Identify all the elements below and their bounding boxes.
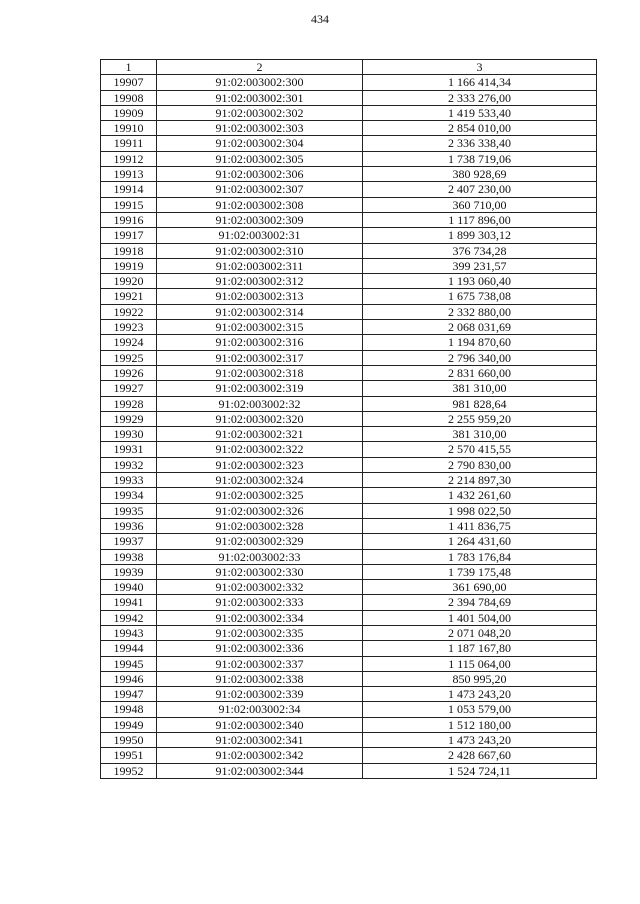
- cadastral-number-cell: 91:02:003002:304: [157, 136, 363, 151]
- cadastral-number-cell: 91:02:003002:307: [157, 182, 363, 197]
- cadastral-number-cell: 91:02:003002:318: [157, 365, 363, 380]
- cadastral-number-cell: 91:02:003002:337: [157, 656, 363, 671]
- table-row: [101, 121, 597, 136]
- row-number-cell: 19915: [101, 197, 157, 212]
- row-number-cell: 19932: [101, 457, 157, 472]
- cadastral-number-cell: 91:02:003002:315: [157, 320, 363, 335]
- cadastral-value-cell: 1 194 870,60: [363, 335, 597, 350]
- cadastral-value-cell: 2 428 667,60: [363, 748, 597, 763]
- table-row: [101, 427, 597, 442]
- cadastral-value-cell: 1 419 533,40: [363, 105, 597, 120]
- table-row: [101, 289, 597, 304]
- table-row: [101, 580, 597, 595]
- cadastral-number-cell: 91:02:003002:32: [157, 396, 363, 411]
- row-number-cell: 19909: [101, 105, 157, 120]
- cadastral-value-cell: 1 473 243,20: [363, 733, 597, 748]
- cadastral-number-cell: 91:02:003002:31: [157, 228, 363, 243]
- table-row: [101, 534, 597, 549]
- table-row: [101, 320, 597, 335]
- table-row: [101, 90, 597, 105]
- table-row: [101, 702, 597, 717]
- cadastral-number-cell: 91:02:003002:300: [157, 75, 363, 90]
- cadastral-number-cell: 91:02:003002:342: [157, 748, 363, 763]
- cadastral-number-cell: 91:02:003002:312: [157, 274, 363, 289]
- cadastral-value-cell: 2 790 830,00: [363, 457, 597, 472]
- row-number-cell: 19950: [101, 733, 157, 748]
- table-row: [101, 136, 597, 151]
- table-row: [101, 350, 597, 365]
- cadastral-value-cell: 1 675 738,08: [363, 289, 597, 304]
- cadastral-value-cell: 381 310,00: [363, 381, 597, 396]
- cadastral-number-cell: 91:02:003002:314: [157, 304, 363, 319]
- cadastral-value-cell: 1 899 303,12: [363, 228, 597, 243]
- cadastral-number-cell: 91:02:003002:306: [157, 167, 363, 182]
- row-number-cell: 19946: [101, 671, 157, 686]
- cadastral-number-cell: 91:02:003002:320: [157, 411, 363, 426]
- cadastral-value-cell: 1 411 836,75: [363, 518, 597, 533]
- cadastral-number-cell: 91:02:003002:333: [157, 595, 363, 610]
- cadastral-number-cell: 91:02:003002:329: [157, 534, 363, 549]
- table-row: [101, 610, 597, 625]
- row-number-cell: 19908: [101, 90, 157, 105]
- row-number-cell: 19927: [101, 381, 157, 396]
- row-number-cell: 19948: [101, 702, 157, 717]
- row-number-cell: 19916: [101, 212, 157, 227]
- cadastral-number-cell: 91:02:003002:339: [157, 687, 363, 702]
- row-number-cell: 19911: [101, 136, 157, 151]
- cadastral-number-cell: 91:02:003002:311: [157, 258, 363, 273]
- cadastral-value-cell: 1 053 579,00: [363, 702, 597, 717]
- cadastral-value-cell: 1 783 176,84: [363, 549, 597, 564]
- row-number-cell: 19937: [101, 534, 157, 549]
- row-number-cell: 19912: [101, 151, 157, 166]
- cadastral-value-cell: 1 998 022,50: [363, 503, 597, 518]
- table-row: [101, 228, 597, 243]
- cadastral-value-cell: 2 336 338,40: [363, 136, 597, 151]
- cadastral-value-cell: 2 255 959,20: [363, 411, 597, 426]
- row-number-cell: 19947: [101, 687, 157, 702]
- row-number-cell: 19945: [101, 656, 157, 671]
- cadastral-value-cell: 1 739 175,48: [363, 564, 597, 579]
- cadastral-number-cell: 91:02:003002:335: [157, 625, 363, 640]
- table-header-row: [101, 60, 597, 75]
- row-number-cell: 19939: [101, 564, 157, 579]
- cadastral-value-cell: 1 166 414,34: [363, 75, 597, 90]
- cadastral-value-cell: 2 214 897,30: [363, 473, 597, 488]
- row-number-cell: 19942: [101, 610, 157, 625]
- cadastral-number-cell: 91:02:003002:328: [157, 518, 363, 533]
- cadastral-value-cell: 361 690,00: [363, 580, 597, 595]
- column-header-value: 3: [363, 60, 597, 75]
- table-row: [101, 748, 597, 763]
- table-row: [101, 258, 597, 273]
- cadastral-number-cell: 91:02:003002:322: [157, 442, 363, 457]
- cadastral-number-cell: 91:02:003002:313: [157, 289, 363, 304]
- cadastral-number-cell: 91:02:003002:324: [157, 473, 363, 488]
- row-number-cell: 19949: [101, 717, 157, 732]
- cadastral-number-cell: 91:02:003002:340: [157, 717, 363, 732]
- table-row: [101, 182, 597, 197]
- cadastral-value-cell: 1 193 060,40: [363, 274, 597, 289]
- cadastral-value-cell: 1 432 261,60: [363, 488, 597, 503]
- cadastral-number-cell: 91:02:003002:334: [157, 610, 363, 625]
- table-row: [101, 687, 597, 702]
- cadastral-value-cell: 2 068 031,69: [363, 320, 597, 335]
- table-row: [101, 365, 597, 380]
- row-number-cell: 19943: [101, 625, 157, 640]
- table-row: [101, 105, 597, 120]
- row-number-cell: 19935: [101, 503, 157, 518]
- row-number-cell: 19941: [101, 595, 157, 610]
- row-number-cell: 19952: [101, 763, 157, 778]
- cadastral-number-cell: 91:02:003002:34: [157, 702, 363, 717]
- row-number-cell: 19922: [101, 304, 157, 319]
- table-row: [101, 151, 597, 166]
- table-row: [101, 75, 597, 90]
- cadastral-number-cell: 91:02:003002:330: [157, 564, 363, 579]
- table-row: [101, 212, 597, 227]
- table-row: [101, 549, 597, 564]
- row-number-cell: 19923: [101, 320, 157, 335]
- table-body: [101, 75, 597, 779]
- page-number: 434: [311, 12, 329, 26]
- cadastral-number-cell: 91:02:003002:33: [157, 549, 363, 564]
- cadastral-value-cell: 380 928,69: [363, 167, 597, 182]
- cadastral-value-cell: 2 570 415,55: [363, 442, 597, 457]
- cadastral-value-cell: 399 231,57: [363, 258, 597, 273]
- table-row: [101, 335, 597, 350]
- row-number-cell: 19918: [101, 243, 157, 258]
- column-header-cadastral-number: 2: [157, 60, 363, 75]
- cadastral-value-cell: 2 407 230,00: [363, 182, 597, 197]
- row-number-cell: 19951: [101, 748, 157, 763]
- cadastral-number-cell: 91:02:003002:344: [157, 763, 363, 778]
- cadastral-value-table: [100, 59, 597, 779]
- cadastral-value-cell: 1 115 064,00: [363, 656, 597, 671]
- row-number-cell: 19913: [101, 167, 157, 182]
- table-row: [101, 595, 597, 610]
- row-number-cell: 19938: [101, 549, 157, 564]
- row-number-cell: 19910: [101, 121, 157, 136]
- cadastral-value-cell: 2 796 340,00: [363, 350, 597, 365]
- cadastral-value-cell: 2 333 276,00: [363, 90, 597, 105]
- row-number-cell: 19926: [101, 365, 157, 380]
- cadastral-value-cell: 2 854 010,00: [363, 121, 597, 136]
- row-number-cell: 19936: [101, 518, 157, 533]
- cadastral-value-cell: 2 071 048,20: [363, 625, 597, 640]
- table-row: [101, 503, 597, 518]
- cadastral-number-cell: 91:02:003002:325: [157, 488, 363, 503]
- cadastral-value-cell: 381 310,00: [363, 427, 597, 442]
- cadastral-value-cell: 1 512 180,00: [363, 717, 597, 732]
- row-number-cell: 19940: [101, 580, 157, 595]
- row-number-cell: 19931: [101, 442, 157, 457]
- cadastral-number-cell: 91:02:003002:321: [157, 427, 363, 442]
- table-row: [101, 564, 597, 579]
- cadastral-value-cell: 376 734,28: [363, 243, 597, 258]
- table-row: [101, 473, 597, 488]
- column-header-number: 1: [101, 60, 157, 75]
- cadastral-number-cell: 91:02:003002:310: [157, 243, 363, 258]
- row-number-cell: 19934: [101, 488, 157, 503]
- row-number-cell: 19928: [101, 396, 157, 411]
- cadastral-number-cell: 91:02:003002:336: [157, 641, 363, 656]
- cadastral-number-cell: 91:02:003002:326: [157, 503, 363, 518]
- table-row: [101, 457, 597, 472]
- row-number-cell: 19921: [101, 289, 157, 304]
- table-row: [101, 197, 597, 212]
- cadastral-value-cell: 2 831 660,00: [363, 365, 597, 380]
- cadastral-value-cell: 1 187 167,80: [363, 641, 597, 656]
- cadastral-number-cell: 91:02:003002:316: [157, 335, 363, 350]
- table-row: [101, 625, 597, 640]
- cadastral-number-cell: 91:02:003002:308: [157, 197, 363, 212]
- table-row: [101, 167, 597, 182]
- cadastral-value-cell: 1 117 896,00: [363, 212, 597, 227]
- row-number-cell: 19919: [101, 258, 157, 273]
- cadastral-number-cell: 91:02:003002:341: [157, 733, 363, 748]
- row-number-cell: 19914: [101, 182, 157, 197]
- cadastral-number-cell: 91:02:003002:323: [157, 457, 363, 472]
- table-row: [101, 488, 597, 503]
- cadastral-value-cell: 981 828,64: [363, 396, 597, 411]
- cadastral-value-cell: 360 710,00: [363, 197, 597, 212]
- row-number-cell: 19920: [101, 274, 157, 289]
- table-row: [101, 518, 597, 533]
- table-row: [101, 656, 597, 671]
- table-row: [101, 274, 597, 289]
- cadastral-number-cell: 91:02:003002:332: [157, 580, 363, 595]
- table-row: [101, 717, 597, 732]
- row-number-cell: 19925: [101, 350, 157, 365]
- table-row: [101, 381, 597, 396]
- table-row: [101, 641, 597, 656]
- table-row: [101, 396, 597, 411]
- cadastral-value-cell: 1 264 431,60: [363, 534, 597, 549]
- row-number-cell: 19907: [101, 75, 157, 90]
- cadastral-value-cell: 2 332 880,00: [363, 304, 597, 319]
- table-row: [101, 733, 597, 748]
- cadastral-number-cell: 91:02:003002:301: [157, 90, 363, 105]
- cadastral-number-cell: 91:02:003002:303: [157, 121, 363, 136]
- table-row: [101, 442, 597, 457]
- cadastral-value-cell: 2 394 784,69: [363, 595, 597, 610]
- row-number-cell: 19924: [101, 335, 157, 350]
- row-number-cell: 19917: [101, 228, 157, 243]
- row-number-cell: 19930: [101, 427, 157, 442]
- table-row: [101, 411, 597, 426]
- table-row: [101, 243, 597, 258]
- cadastral-number-cell: 91:02:003002:317: [157, 350, 363, 365]
- cadastral-value-cell: 1 473 243,20: [363, 687, 597, 702]
- row-number-cell: 19929: [101, 411, 157, 426]
- row-number-cell: 19944: [101, 641, 157, 656]
- cadastral-number-cell: 91:02:003002:309: [157, 212, 363, 227]
- cadastral-value-cell: 1 524 724,11: [363, 763, 597, 778]
- cadastral-value-cell: 1 738 719,06: [363, 151, 597, 166]
- table-row: [101, 763, 597, 778]
- cadastral-value-cell: 1 401 504,00: [363, 610, 597, 625]
- cadastral-number-cell: 91:02:003002:305: [157, 151, 363, 166]
- cadastral-number-cell: 91:02:003002:319: [157, 381, 363, 396]
- table-row: [101, 304, 597, 319]
- cadastral-number-cell: 91:02:003002:338: [157, 671, 363, 686]
- row-number-cell: 19933: [101, 473, 157, 488]
- cadastral-number-cell: 91:02:003002:302: [157, 105, 363, 120]
- cadastral-value-cell: 850 995,20: [363, 671, 597, 686]
- table-row: [101, 671, 597, 686]
